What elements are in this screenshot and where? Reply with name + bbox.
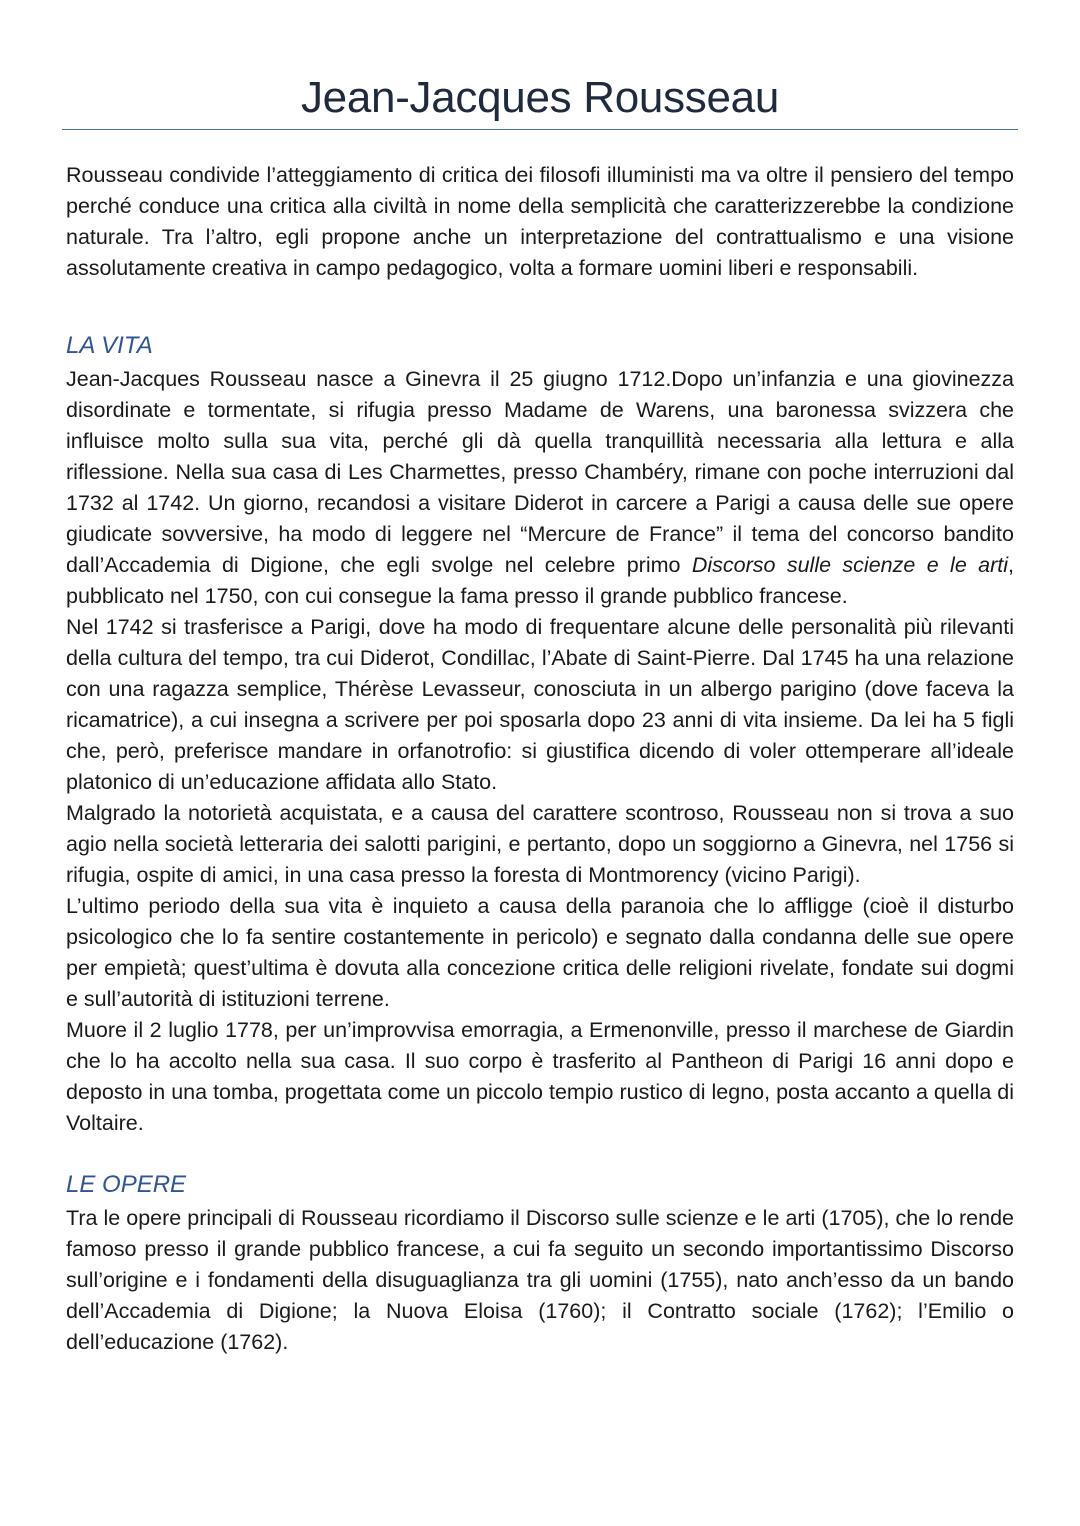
vita-paragraph-1-text: Jean-Jacques Rousseau nasce a Ginevra il 25 giugno 1712.Dopo un’infanzia e una giovinezza disordinate e tormentate, si rifugia presso Madame de Warens, una baronessa svizzera che influisce molto sulla sua vita, perché gli dà quella tranquillità necessaria alla lettura e alla riflessione. Nella sua casa di Les Charmettes, presso Chambéry, rimane con poche interruzioni dal 1732 al 1742. Un giorno, recandosi a visitare Diderot in carcere a Parigi a causa delle sue opere giudicate sovversive, ha modo di leggere nel “Mercure de France” il tema del concorso bandito dall’Accademia di Digione, che egli svolge nel celebre primo — [66, 367, 1014, 577]
title-divider — [62, 129, 1018, 130]
section-heading-vita: LA VITA — [66, 332, 153, 359]
vita-paragraph-5: Muore il 2 luglio 1778, per un’improvvisa emorragia, a Ermenonville, presso il marchese de Giardin che lo ha accolto nella sua casa. Il suo corpo è trasferito al Pantheon di Parigi 16 anni dopo e deposto in una tomba, progettata come un piccolo tempio rustico di legno, posta accanto a quella di Voltaire. — [66, 1018, 1014, 1135]
vita-paragraph-3: Malgrado la notorietà acquistata, e a causa del carattere scontroso, Rousseau non si trova a suo agio nella società letteraria dei salotti parigini, e pertanto, dopo un soggiorno a Ginevra, nel 1756 si rifugia, ospite di amici, in una casa presso la foresta di Montmorency (vicino Parigi). — [66, 801, 1014, 887]
work-title-discorso: Discorso sulle scienze e le arti — [691, 553, 1009, 577]
page-title: Jean-Jacques Rousseau — [300, 73, 779, 122]
vita-paragraph-2: Nel 1742 si trasferisce a Parigi, dove ha modo di frequentare alcune delle personalità più rilevanti della cultura del tempo, tra cui Diderot, Condillac, l’Abate di Saint-Pierre. Dal 1745 ha una relazione con una ragazza semplice, Thérèse Levasseur, conosciuta in un albergo parigino (dove faceva la ricamatrice), a cui insegna a scrivere per poi sposarla dopo 23 anni di vita insieme. Da lei ha 5 figli che, però, preferisce mandare in orfanotrofio: si giustifica dicendo di voler ottemperare all’ideale platonico di un’educazione affidata allo Stato. — [66, 615, 1014, 794]
vita-paragraph-1 — [66, 364, 1014, 612]
intro-paragraph: Rousseau condivide l’atteggiamento di critica dei filosofi illuministi ma va oltre il pensiero del tempo perché conduce una critica alla civiltà in nome della semplicità che caratterizzerebbe la condizione naturale. Tra l’altro, egli propone anche un interpretazione del contrattualismo e una visione assolutamente creativa in campo pedagogico, volta a formare uomini liberi e responsabili. — [66, 163, 1014, 280]
document-body — [66, 160, 1014, 1358]
section-heading-opere: LE OPERE — [66, 1171, 187, 1198]
opere-paragraph-1: Tra le opere principali di Rousseau ricordiamo il Discorso sulle scienze e le arti (1705), che lo rende famoso presso il grande pubblico francese, a cui fa seguito un secondo importantissimo Discorso sull’origine e i fondamenti della disuguaglianza tra gli uomini (1755), nato anch’esso da un bando dell’Accademia di Digione; la Nuova Eloisa (1760); il Contratto sociale (1762); l’Emilio o dell’educazione (1762). — [66, 1206, 1014, 1354]
vita-paragraph-1-text-end: , pubblicato nel 1750, con cui consegue la fama presso il grande pubblico francese. — [66, 553, 1015, 608]
vita-paragraph-4: L’ultimo periodo della sua vita è inquieto a causa della paranoia che lo affligge (cioè il disturbo psicologico che lo fa sentire costantemente in pericolo) e segnato dalla condanna delle sue opere per empietà; quest’ultima è dovuta alla concezione critica delle religioni rivelate, fondate sui dogmi e sull’autorità di istituzioni terrene. — [66, 894, 1014, 1011]
